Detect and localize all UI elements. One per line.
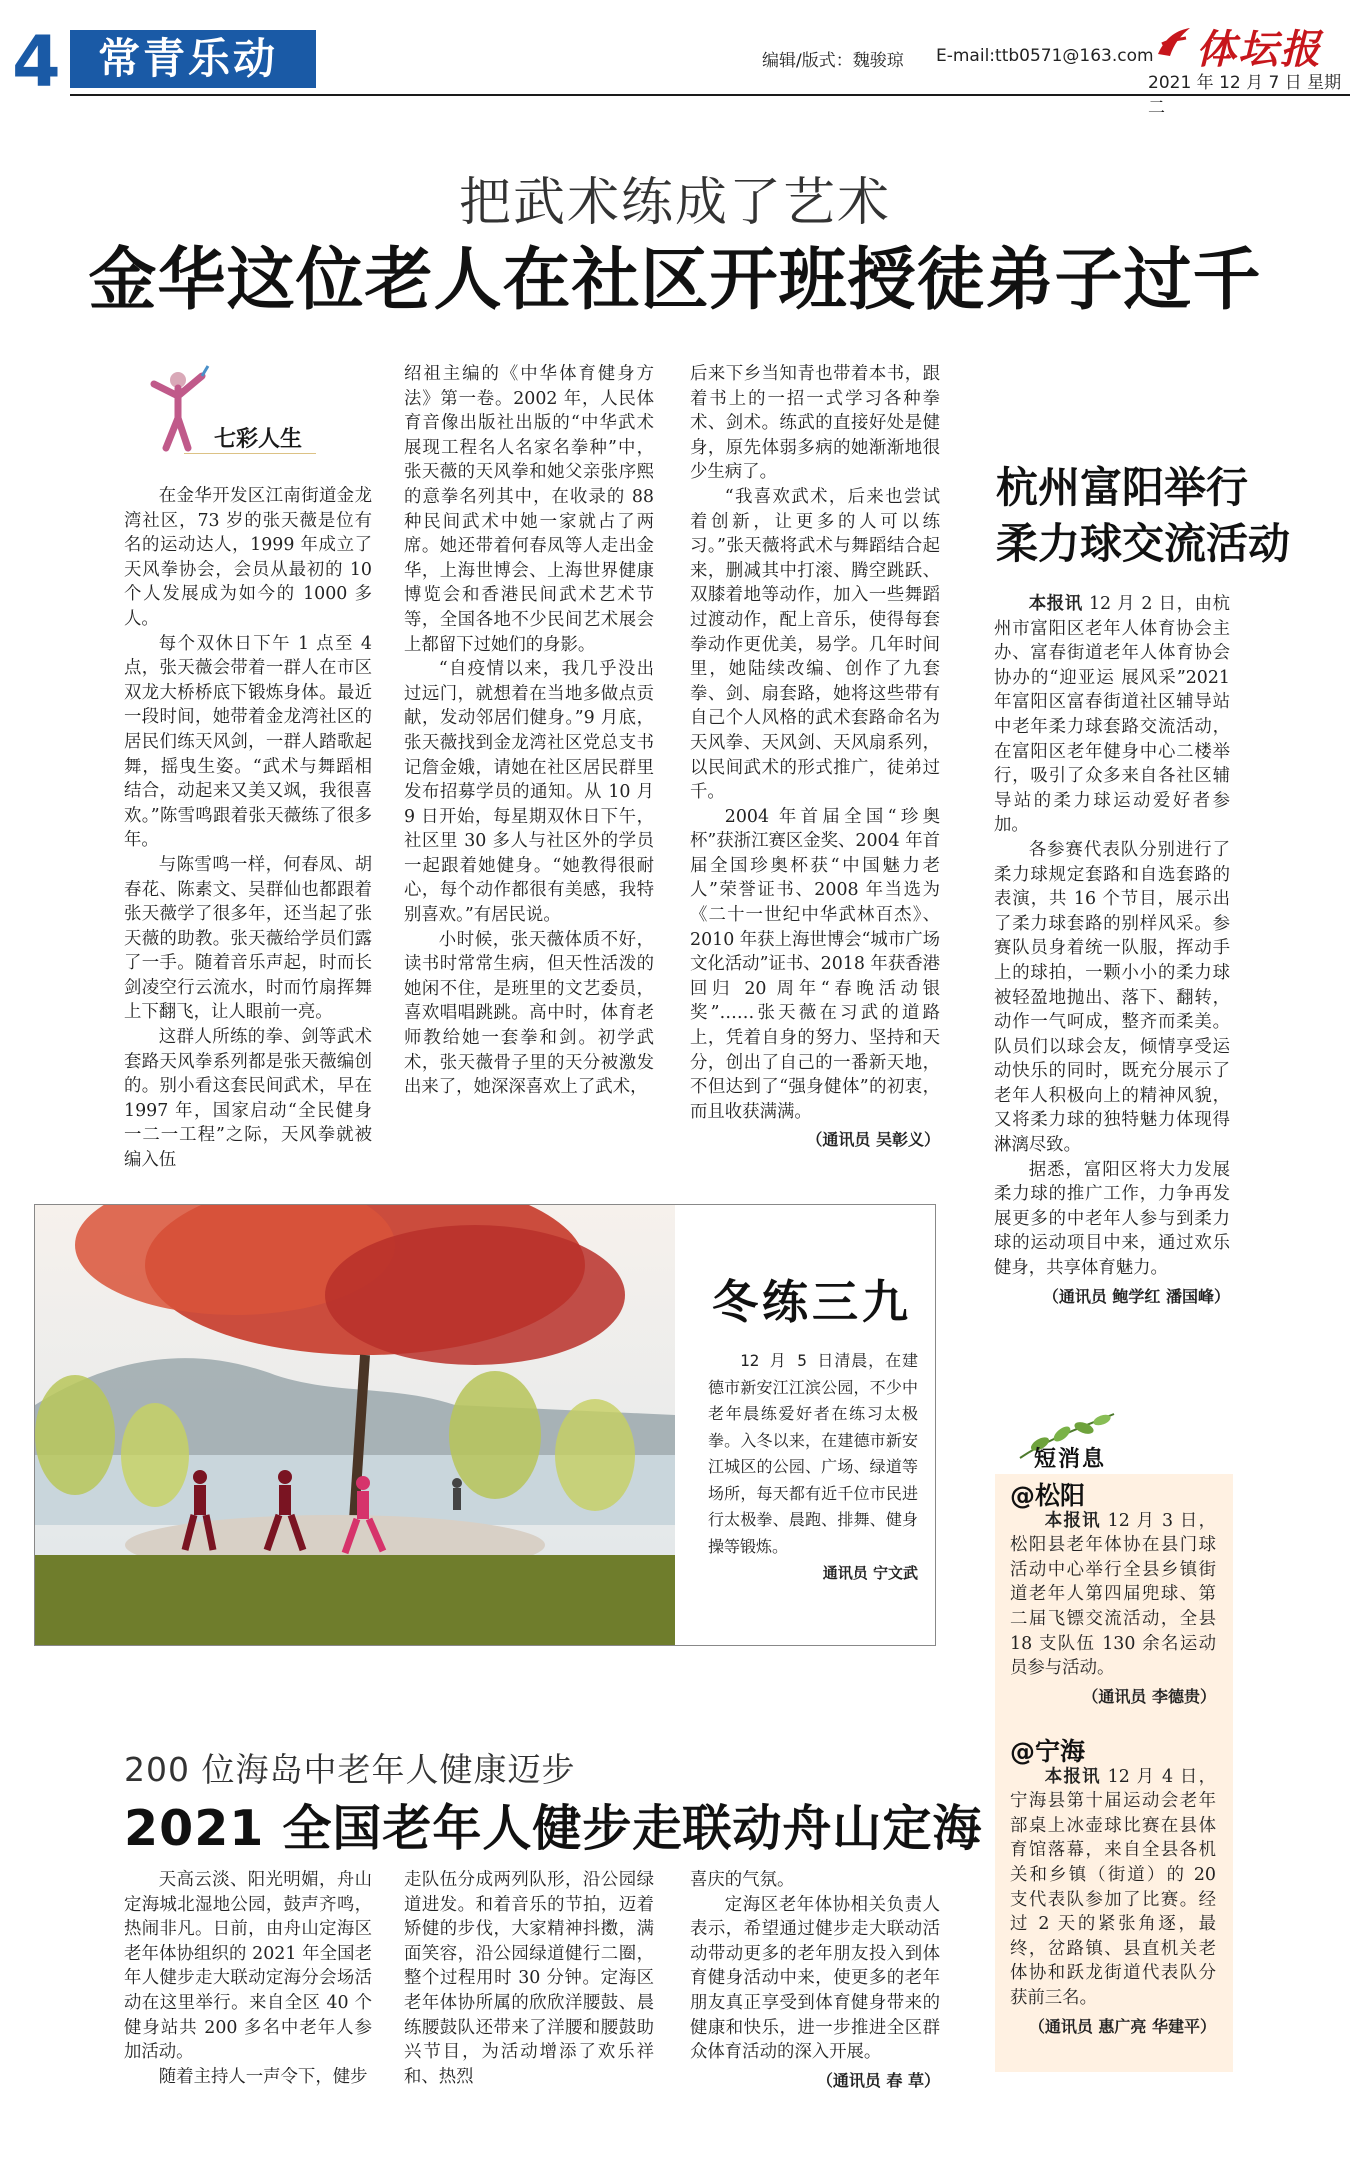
issue-date: 2021 年 12 月 7 日 星期二: [1148, 73, 1342, 118]
bottom-column-3: [690, 1868, 940, 2093]
bottom-column-1: [124, 1868, 372, 2089]
byline: （通讯员 鲍学红 潘国峰）: [1042, 1286, 1230, 1306]
caption-text: 12 月 5 日清晨，在建德市新安江江滨公园，不少中老年晨练爱好者在练习太极拳。入冬以来，在建德市新安江城区的公园、广场、绿道等场所，每天都有近千位市民进行太极拳、晨跑、排舞、健身操等锻炼。: [708, 1351, 918, 1556]
paragraph: 据悉，富阳区将大力发展柔力球的推广工作，力争再发展更多的中老年人参与到柔力球的运动项目中来，通过欢乐健身，共享体育魅力。: [994, 1159, 1230, 1279]
paragraph: 在金华开发区江南街道金龙湾社区，73 岁的张天薇是位有名的运动达人，1999 年成立了天风拳协会，会员从最初的 10 个人发展成为如今的 1000 多人。: [124, 486, 372, 629]
byline: （通讯员 李德贵）: [1082, 1686, 1216, 1706]
photo-caption: [708, 1348, 918, 1587]
paragraph: 各参赛代表队分别进行了柔力球规定套路和自选套路的表演，共 16 个节目，展示出了柔力球套路的别样风采。参赛队员身着统一队服，挥动手上的球拍，一颗小小的柔力球被轻盈地抛出、落下、翻转，动作一气呵成，整齐而柔美。队员们以球会友，倾情享受运动快乐的同时，既充分展示了老年人积极向上的精神风貌，又将柔力球的独特魅力体现得淋漓尽致。: [994, 839, 1230, 1156]
byline: （通讯员 春 草）: [816, 2070, 940, 2090]
column-label: 七彩人生: [214, 427, 303, 452]
bottom-headline: 2021 全国老年人健步走联动舟山定海: [124, 1800, 983, 1857]
brief-location: @宁海: [1010, 1737, 1086, 1766]
paragraph: 走队伍分成两列队形，沿公园绿道进发。和着音乐的节拍，迈着矫健的步伐，大家精神抖擞，满面笑容，沿公园绿道健行二圈，整个过程用时 30 分钟。定海区老年体协所属的欣欣洋腰鼓、晨练腰鼓队还带来了洋腰和腰鼓助兴节目，为活动增添了欢乐祥和、热烈: [404, 1870, 654, 2087]
paragraph: “我喜欢武术，后来也尝试着创新，让更多的人可以练习。”张天薇将武术与舞蹈结合起来，删减其中打滚、腾空跳跃、双膝着地等动作，加入一些舞蹈过渡动作，配上音乐，使得每套拳动作更优美，易学。几年时间里，她陆续改编、创作了九套拳、剑、扇套路，她将这些带有自己个人风格的武术套路命名为天风拳、天风剑、天风扇系列，以民间武术的形式推广，徒弟过千。: [690, 486, 940, 803]
bottom-column-2: [404, 1868, 654, 2089]
briefs-header: [1010, 1408, 1120, 1472]
logo-swoosh-icon: [1156, 26, 1192, 58]
page-number: 4: [12, 21, 61, 103]
paragraph: 随着主持人一声令下，健步: [158, 2066, 368, 2087]
photo-byline: 通讯员 宁文武: [822, 1564, 918, 1582]
paragraph: 每个双休日下午 1 点至 4 点，张天薇会带着一群人在市区双龙大桥桥底下锻炼身体。最近一段时间，她带着金龙湾社区的居民们练天风剑，一群人踏歌起舞，摇曳生姿。“武术与舞蹈相结合，动起来又美又飒，我很喜欢。”陈雪鸣跟着张天薇练了很多年。: [124, 633, 372, 851]
paragraph: 天高云淡、阳光明媚，舟山定海城北湿地公园，鼓声齐鸣，热闹非凡。日前，由舟山定海区老年体协组织的 2021 年全国老年人健步走大联动定海分会场活动在这里举行。来自全区 40 个健身站共 200 多名中老年人参加活动。: [124, 1870, 372, 2063]
lead-tag: 本报讯: [1044, 1766, 1101, 1787]
section-title: 常青乐动: [98, 34, 279, 83]
bottom-subtitle: 200 位海岛中老年人健康迈步: [124, 1750, 576, 1789]
side-headline: [996, 460, 1290, 572]
paragraph: 后来下乡当知青也带着本书，跟着书上的一招一式学习各种拳术、剑术。练武的直接好处是健身，原先体弱多病的她渐渐地很少生病了。: [690, 364, 940, 483]
brief-item: [1010, 1481, 1216, 1709]
lead-tag: 本报讯: [1044, 1510, 1101, 1531]
editor-credit: 编辑/版式：魏骏琼: [762, 51, 904, 71]
paragraph: 2004 年首届全国“珍奥杯”获浙江赛区金奖、2004 年首届全国珍奥杯获“中国魅力老人”荣誉证书、2008 年当选为《二十一世纪中华武林百杰》、2010 年获上海世博会“城市广场文化活动”证书、2018 年获香港回归 20 周年“春晚活动银奖”……张天薇在习武的道路上，凭着自身的努力、坚持和天分，创出了自己的一番新天地，不但达到了“强身健体”的初衷，而且收获满满。: [690, 806, 940, 1122]
main-column-3: [690, 362, 940, 1153]
lead-tag: 本报讯: [1028, 594, 1083, 614]
side-headline-line: 杭州富阳举行: [996, 463, 1249, 512]
main-column-1: [124, 484, 372, 1173]
byline: （通讯员 吴彰义）: [806, 1130, 940, 1150]
paragraph: 12 月 3 日，松阳县老年体协在县门球活动中心举行全县乡镇街道老年人第四届兜球、第二届飞镖交流活动，全县 18 支队伍 130 余名运动员参与活动。: [1010, 1510, 1216, 1679]
paragraph: 这群人所练的拳、剑等武术套路天风拳系列都是张天薇编创的。别小看这套民间武术，早在 1997 年，国家启动“全民健身一二一工程”之际，天风拳就被编入伍: [124, 1027, 372, 1171]
paragraph: 定海区老年体协相关负责人表示，希望通过健步走大联动活动带动更多的老年朋友投入到体育健身活动中来，使更多的老年朋友真正享受到体育健身带来的健康和快乐，进一步推进全区群众体育活动的深入开展。: [690, 1894, 940, 2063]
editor-email: E-mail:ttb0571@163.com: [936, 46, 1154, 66]
paragraph: “自疫情以来，我几乎没出过远门，就想着在当地多做点贡献，发动邻居们健身。”9 月底，张天薇找到金龙湾社区党总支书记詹金娥，请她在社区居民群里发布招募学员的通知。从 10 月 9 日开始，每星期双休日下午，社区里 30 多人与社区外的学员一起跟着她健身。“她教得很耐心，每个动作都很有美感，我特别喜欢。”有居民说。: [404, 659, 654, 926]
photo-headline: 冬练三九: [712, 1275, 912, 1329]
paragraph: 与陈雪鸣一样，何春凤、胡春花、陈素文、吴群仙也都跟着张天薇学了很多年，还当起了张天薇的助教。张天薇给学员们露了一手。随着音乐声起，时而长剑凌空行云流水，时而竹扇挥舞上下翻飞，让人眼前一亮。: [124, 854, 372, 1023]
header-divider: [70, 94, 1350, 96]
main-headline: 金华这位老人在社区开班授徒弟子过千: [88, 241, 1262, 320]
newspaper-logo: 体坛报: [1196, 26, 1322, 73]
side-headline-line: 柔力球交流活动: [996, 519, 1291, 568]
paragraph: 12 月 2 日，由杭州市富阳区老年人体育协会主办、富春街道老年人体育协会协办的“迎亚运 展风采”2021 年富阳区富春街道社区辅导站中老年柔力球套路交流活动，在富阳区老年健身中心二楼举行，吸引了众多来自各社区辅导站的柔力球运动爱好者参加。: [994, 594, 1230, 836]
paragraph: 喜庆的气氛。: [690, 1870, 795, 1890]
brief-location: @松阳: [1010, 1481, 1086, 1510]
main-subtitle: 把武术练成了艺术: [458, 173, 891, 233]
side-column: [994, 592, 1230, 1309]
paragraph: 绍祖主编的《中华体育健身方法》第一卷。2002 年，人民体育音像出版社出版的“中华武术展现工程名人名家名拳种”中，张天薇的天风拳和她父亲张序熙的意拳名列其中，在收录的 88 种民间武术中她一家就占了两席。她还带着何春凤等人走出金华，上海世博会、上海世界健康博览会和香港民间武术艺术节等，全国各地不少民间艺术展会上都留下过她们的身影。: [404, 364, 654, 655]
briefs-label: 短消息: [1034, 1447, 1107, 1472]
byline: （通讯员 惠广亮 华建平）: [1028, 2016, 1216, 2036]
brief-item: [1010, 1737, 1216, 2039]
main-column-2: [404, 362, 654, 1100]
paragraph: 小时候，张天薇体质不好，读书时常常生病，但天性活泼的她闲不住，是班里的文艺委员，喜欢唱唱跳跳。高中时，体育老师教给她一套拳和剑。初学武术，张天薇骨子里的天分被激发出来了，她深深喜欢上了武术，: [404, 929, 654, 1098]
paragraph: 12 月 4 日，宁海县第十届运动会老年部桌上冰壶球比赛在县体育馆落幕，来自全县各机关和乡镇（街道）的 20 支代表队参加了比赛。经过 2 天的紧张角逐，最终，岔路镇、县直机关老体协和跃龙街道代表队分获前三名。: [1010, 1766, 1216, 2008]
